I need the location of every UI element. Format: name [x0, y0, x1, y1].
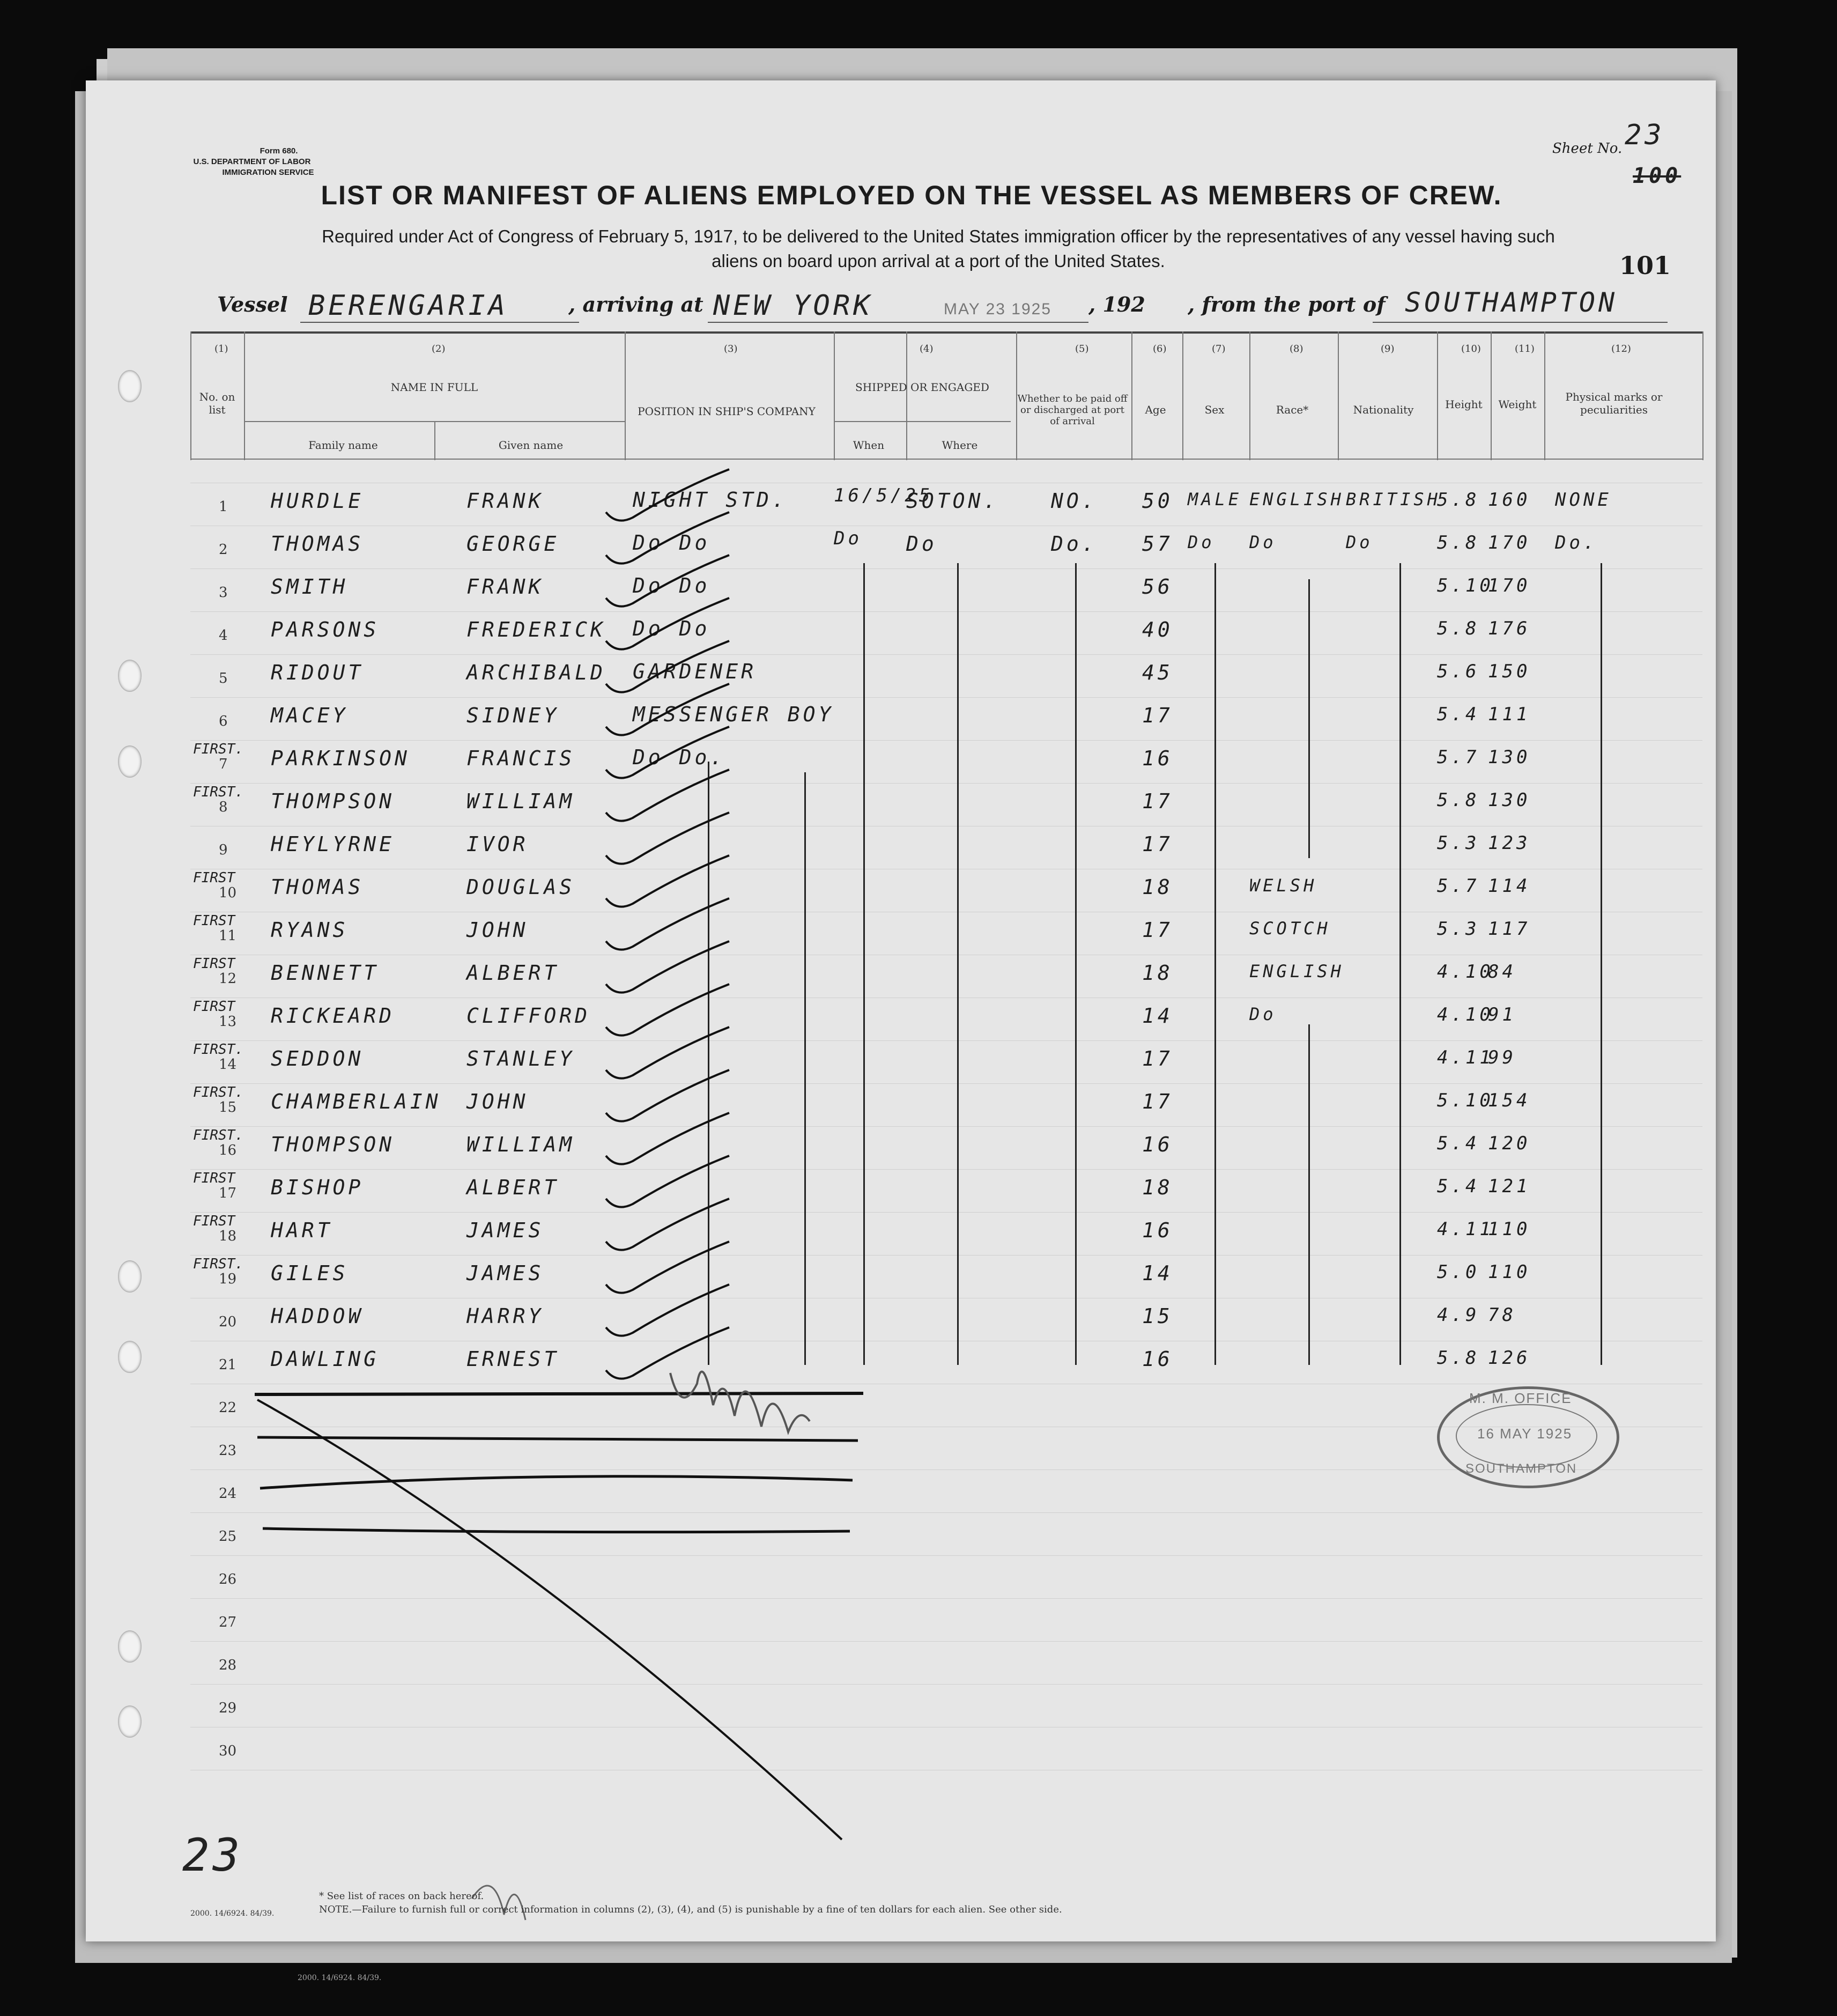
header-paid-off: Whether to be paid off or discharged at port of arrival — [1017, 393, 1128, 427]
position: Do Do — [633, 574, 710, 597]
age: 56 — [1142, 575, 1173, 599]
race: Do — [1249, 1004, 1277, 1024]
position: Do Do. — [633, 745, 726, 769]
family-name: BENNETT — [271, 961, 380, 985]
family-name: GILES — [271, 1261, 349, 1285]
age: 18 — [1142, 961, 1173, 985]
family-name: SMITH — [271, 575, 349, 599]
family-name: RICKEARD — [271, 1004, 395, 1028]
family-name: CHAMBERLAIN — [271, 1090, 441, 1113]
family-name: HURDLE — [271, 489, 364, 513]
sheet-number-struck: 100 — [1633, 164, 1682, 188]
weight: 111 — [1488, 704, 1531, 725]
header-name-in-full: NAME IN FULL — [390, 381, 478, 394]
given-name: CLIFFORD — [466, 1004, 591, 1028]
position: Do Do — [633, 531, 710, 555]
row-number: 21 — [219, 1357, 237, 1373]
family-name: HADDOW — [271, 1304, 364, 1328]
height: 5.7 — [1437, 747, 1480, 768]
height: 5.10 — [1437, 1090, 1494, 1111]
family-name: PARKINSON — [271, 747, 410, 770]
date-stamp: MAY 23 1925 — [944, 300, 1052, 318]
age: 16 — [1142, 1219, 1173, 1242]
row-number: 7 — [219, 756, 228, 772]
column-number: (6) — [1153, 343, 1167, 355]
height: 4.11 — [1437, 1219, 1494, 1240]
row-number: 6 — [219, 713, 228, 729]
shipped-when: Do — [834, 528, 862, 549]
physical-marks: Do. — [1555, 532, 1598, 553]
signature-scrawl — [670, 1372, 810, 1432]
row-number: 1 — [219, 499, 228, 515]
header-given-name: Given name — [498, 439, 564, 452]
family-name: DAWLING — [271, 1347, 380, 1371]
row-number: 11 — [219, 928, 237, 944]
weight: 99 — [1488, 1047, 1516, 1068]
position: NIGHT STD. — [633, 488, 788, 512]
handwritten-page-number: 23 — [182, 1829, 243, 1881]
arriving-label: , arriving at — [568, 292, 703, 316]
physical-marks: NONE — [1555, 489, 1612, 511]
race: Do — [1249, 532, 1277, 552]
header-when: When — [853, 439, 885, 452]
row-annotation: FIRST. — [193, 1127, 243, 1143]
row-number: 14 — [219, 1057, 237, 1073]
weight: 123 — [1488, 832, 1531, 854]
sex: MALE — [1188, 489, 1242, 509]
weight: 170 — [1488, 532, 1531, 553]
given-name: STANLEY — [466, 1047, 575, 1070]
weight: 114 — [1488, 875, 1531, 897]
footnote-note: NOTE.—Failure to furnish full or correct information in columns (2), (3), (4), and (5) is punishable by a fine of ten dollars for each alien. See other side. — [319, 1904, 1062, 1915]
row-annotation: FIRST — [193, 913, 235, 929]
height: 4.10 — [1437, 1004, 1494, 1025]
shipped-where: SOTON. — [906, 489, 999, 513]
page-title: LIST OR MANIFEST OF ALIENS EMPLOYED ON THE VESSEL AS MEMBERS OF CREW. — [321, 180, 1502, 210]
weight: 130 — [1488, 747, 1531, 768]
age: 16 — [1142, 1133, 1173, 1156]
column-number: (12) — [1611, 343, 1631, 355]
row-annotation: FIRST — [193, 956, 235, 972]
strike-line — [263, 1528, 850, 1532]
row-number: 9 — [219, 842, 228, 858]
height: 5.8 — [1437, 489, 1480, 511]
weight: 130 — [1488, 789, 1531, 811]
given-name: ERNEST — [466, 1347, 560, 1371]
race: ENGLISH — [1249, 961, 1344, 981]
race: ENGLISH — [1249, 489, 1344, 509]
weight: 84 — [1488, 961, 1516, 983]
header-no-on-list: No. on list — [199, 390, 235, 416]
row-number: 18 — [219, 1228, 237, 1244]
column-number: (9) — [1381, 343, 1395, 355]
weight: 117 — [1488, 918, 1531, 940]
row-annotation: FIRST. — [193, 784, 243, 800]
given-name: ALBERT — [466, 1176, 560, 1199]
departure-port: SOUTHAMPTON — [1405, 287, 1618, 318]
height: 5.8 — [1437, 532, 1480, 553]
age: 14 — [1142, 1261, 1173, 1285]
stamp-bottom-text: SOUTHAMPTON — [1465, 1461, 1577, 1476]
age: 17 — [1142, 704, 1173, 727]
row-number: 19 — [219, 1271, 237, 1287]
family-name: THOMAS — [271, 875, 364, 899]
age: 17 — [1142, 832, 1173, 856]
requirement-line-2: aliens on board upon arrival at a port of the United States. — [712, 251, 1165, 271]
requirement-line-1: Required under Act of Congress of February 5, 1917, to be delivered to the United States immigration officer by the representatives of any vessel having such — [322, 226, 1555, 246]
race: WELSH — [1249, 875, 1317, 896]
print-code: 2000. 14/6924. 84/39. — [190, 1909, 275, 1918]
row-number: 23 — [219, 1443, 237, 1459]
mm-office-stamp — [1437, 1386, 1619, 1488]
family-name: HEYLYRNE — [271, 832, 395, 856]
age: 50 — [1142, 489, 1173, 513]
header-age: Age — [1145, 403, 1166, 416]
position: GARDENER — [633, 660, 757, 683]
height: 4.10 — [1437, 961, 1494, 983]
row-number: 29 — [219, 1700, 237, 1716]
department: U.S. DEPARTMENT OF LABOR — [193, 157, 311, 166]
height: 5.4 — [1437, 704, 1480, 725]
given-name: IVOR — [466, 832, 529, 856]
row-annotation: FIRST — [193, 1213, 235, 1229]
weight: 120 — [1488, 1133, 1531, 1154]
row-annotation: FIRST — [193, 999, 235, 1015]
given-name: ALBERT — [466, 961, 560, 985]
weight: 154 — [1488, 1090, 1531, 1111]
row-number: 15 — [219, 1099, 237, 1116]
row-number: 10 — [219, 885, 237, 901]
column-number: (3) — [724, 343, 738, 355]
race: SCOTCH — [1249, 918, 1331, 939]
strike-line — [257, 1437, 858, 1441]
height: 5.8 — [1437, 789, 1480, 811]
age: 45 — [1142, 661, 1173, 684]
column-number: (10) — [1461, 343, 1481, 355]
row-annotation: FIRST. — [193, 1256, 243, 1272]
row-annotation: FIRST — [193, 1170, 235, 1186]
header-sex: Sex — [1204, 403, 1225, 416]
arrival-port: NEW YORK — [713, 290, 873, 322]
position: MESSENGER BOY — [633, 703, 834, 726]
weight: 176 — [1488, 618, 1531, 639]
diagonal-cancel-line — [257, 1400, 842, 1840]
height: 5.4 — [1437, 1133, 1480, 1154]
height: 4.9 — [1437, 1304, 1480, 1326]
row-number: 8 — [219, 799, 228, 815]
row-number: 26 — [219, 1571, 237, 1587]
given-name: FRANK — [466, 489, 544, 513]
family-name: THOMAS — [271, 532, 364, 556]
position: Do Do — [633, 617, 710, 640]
header-shipped: SHIPPED OR ENGAGED — [855, 381, 989, 394]
age: 16 — [1142, 1347, 1173, 1371]
row-number: 22 — [219, 1400, 237, 1416]
nationality: BRITISH — [1346, 489, 1441, 509]
vessel-name: BERENGARIA — [308, 290, 509, 322]
given-name: HARRY — [466, 1304, 544, 1328]
row-annotation: FIRST — [193, 870, 235, 886]
row-number: 20 — [219, 1314, 237, 1330]
age: 15 — [1142, 1304, 1173, 1328]
row-number: 2 — [219, 542, 228, 558]
family-name: MACEY — [271, 704, 349, 727]
family-name: RIDOUT — [271, 661, 364, 684]
header-marks: Physical marks or peculiarities — [1565, 390, 1663, 416]
row-number: 27 — [219, 1614, 237, 1630]
column-number: (8) — [1290, 343, 1303, 355]
column-number: (2) — [432, 343, 446, 355]
given-name: JOHN — [466, 1090, 529, 1113]
paid-off: Do. — [1051, 532, 1098, 556]
age: 17 — [1142, 789, 1173, 813]
family-name: BISHOP — [271, 1176, 364, 1199]
header-height: Height — [1445, 398, 1483, 411]
print-code-lower: 2000. 14/6924. 84/39. — [298, 1974, 382, 1982]
height: 4.11 — [1437, 1047, 1494, 1068]
row-number: 30 — [219, 1743, 237, 1759]
from-label: , from the port of — [1188, 292, 1386, 316]
row-number: 5 — [219, 670, 228, 686]
height: 5.8 — [1437, 1347, 1480, 1369]
weight: 150 — [1488, 661, 1531, 682]
weight: 170 — [1488, 575, 1531, 596]
sheet-number: 23 — [1625, 119, 1665, 151]
height: 5.6 — [1437, 661, 1480, 682]
header-where: Where — [942, 439, 978, 452]
column-number: (5) — [1075, 343, 1089, 355]
row-number: 24 — [219, 1486, 237, 1502]
page-number: 101 — [1619, 251, 1671, 280]
column-number: (1) — [214, 343, 228, 355]
given-name: JAMES — [466, 1261, 544, 1285]
height: 5.0 — [1437, 1261, 1480, 1283]
given-name: SIDNEY — [466, 704, 560, 727]
height: 5.4 — [1437, 1176, 1480, 1197]
row-number: 13 — [219, 1014, 237, 1030]
given-name: ARCHIBALD — [466, 661, 606, 684]
header-position: POSITION IN SHIP'S COMPANY — [638, 405, 816, 418]
row-number: 16 — [219, 1142, 237, 1158]
row-number: 28 — [219, 1657, 237, 1673]
family-name: SEDDON — [271, 1047, 364, 1070]
age: 16 — [1142, 747, 1173, 770]
age: 18 — [1142, 875, 1173, 899]
height: 5.8 — [1437, 618, 1480, 639]
given-name: WILLIAM — [466, 1133, 575, 1156]
family-name: HART — [271, 1219, 333, 1242]
header-nationality: Nationality — [1353, 403, 1414, 416]
stamp-date: 16 MAY 1925 — [1477, 1426, 1573, 1442]
given-name: JAMES — [466, 1219, 544, 1242]
weight: 110 — [1488, 1261, 1531, 1283]
age: 17 — [1142, 1090, 1173, 1113]
strike-line — [255, 1393, 863, 1394]
age: 17 — [1142, 918, 1173, 942]
column-number: (7) — [1212, 343, 1226, 355]
weight: 78 — [1488, 1304, 1516, 1326]
shipped-when: 16/5/25 — [834, 485, 934, 506]
height: 5.10 — [1437, 575, 1494, 596]
strike-line — [260, 1476, 853, 1488]
vessel-label: Vessel — [217, 292, 288, 316]
age: 57 — [1142, 532, 1173, 556]
weight: 91 — [1488, 1004, 1516, 1025]
weight: 126 — [1488, 1347, 1531, 1369]
header-race: Race* — [1276, 403, 1309, 416]
row-annotation: FIRST. — [193, 1084, 243, 1101]
sex: Do — [1188, 532, 1215, 552]
row-number: 3 — [219, 585, 228, 601]
row-number: 25 — [219, 1528, 237, 1545]
column-number: (4) — [920, 343, 934, 355]
header-family-name: Family name — [308, 439, 378, 452]
row-number: 12 — [219, 971, 237, 987]
family-name: RYANS — [271, 918, 349, 942]
weight: 160 — [1488, 489, 1531, 511]
height: 5.3 — [1437, 832, 1480, 854]
service: IMMIGRATION SERVICE — [222, 168, 314, 177]
given-name: FREDERICK — [466, 618, 606, 641]
height: 5.3 — [1437, 918, 1480, 940]
nationality: Do — [1346, 532, 1373, 552]
family-name: THOMPSON — [271, 1133, 395, 1156]
row-annotation: FIRST. — [193, 1042, 243, 1058]
weight: 110 — [1488, 1219, 1531, 1240]
stamp-top-text: M. M. OFFICE — [1469, 1390, 1572, 1406]
column-number: (11) — [1515, 343, 1535, 355]
family-name: PARSONS — [271, 618, 380, 641]
weight: 121 — [1488, 1176, 1531, 1197]
age: 18 — [1142, 1176, 1173, 1199]
given-name: DOUGLAS — [466, 875, 575, 899]
row-number: 4 — [219, 627, 228, 644]
given-name: GEORGE — [466, 532, 560, 556]
family-name: THOMPSON — [271, 789, 395, 813]
row-number: 17 — [219, 1185, 237, 1201]
paid-off: NO. — [1051, 489, 1098, 513]
given-name: FRANCIS — [466, 747, 575, 770]
given-name: JOHN — [466, 918, 529, 942]
given-name: FRANK — [466, 575, 544, 599]
age: 14 — [1142, 1004, 1173, 1028]
age: 40 — [1142, 618, 1173, 641]
header-weight: Weight — [1498, 398, 1537, 411]
age: 17 — [1142, 1047, 1173, 1070]
form-number: Form 680. — [260, 146, 298, 156]
height: 5.7 — [1437, 875, 1480, 897]
given-name: WILLIAM — [466, 789, 575, 813]
year-label: , 192 — [1088, 292, 1145, 316]
footnote-races: * See list of races on back hereof. — [319, 1891, 484, 1902]
sheet-label: Sheet No. — [1552, 141, 1623, 157]
row-annotation: FIRST. — [193, 741, 243, 757]
shipped-where: Do — [906, 532, 937, 556]
